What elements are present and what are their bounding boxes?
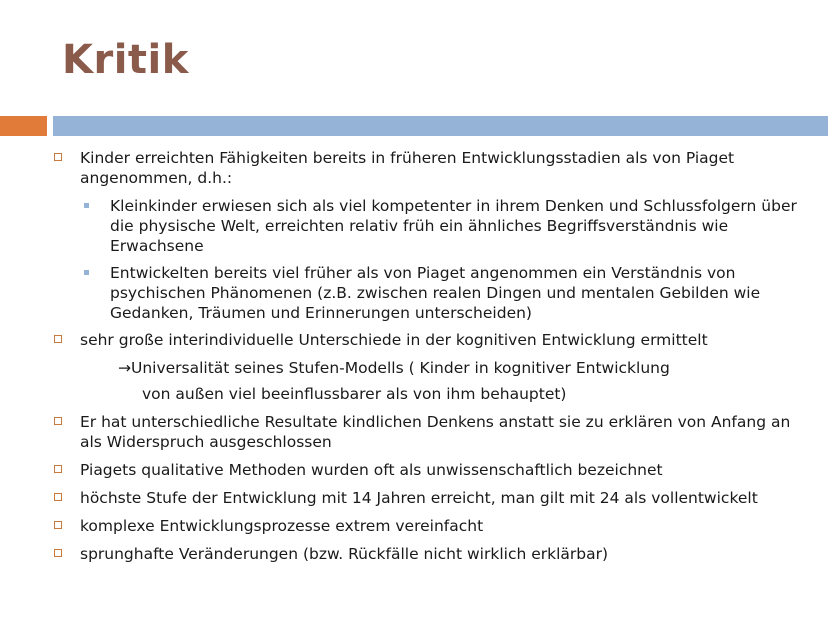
- slide-content: [48, 148, 798, 572]
- arrow-line-continued: von außen viel beeinflussbarer als von ihm behauptet): [142, 385, 567, 403]
- bullet-item: [48, 488, 798, 508]
- bullet-text: Er hat unterschiedliche Resultate kindlichen Denkens anstatt sie zu erklären von Anfang an als Widerspruch ausgeschlossen: [80, 413, 791, 451]
- bullet-text: höchste Stufe der Entwicklung mit 14 Jahren erreicht, man gilt mit 24 als vollentwickelt: [80, 489, 758, 507]
- sub-bullet-icon: [84, 203, 89, 208]
- bullet-square-icon: [54, 493, 62, 501]
- bullet-text: sehr große interindividuelle Unterschiede in der kognitiven Entwicklung ermittelt: [80, 331, 708, 349]
- bullet-item: [48, 516, 798, 536]
- bullet-text: Kinder erreichten Fähigkeiten bereits in früheren Entwicklungsstadien als von Piaget angenommen, d.h.:: [80, 149, 735, 187]
- bullet-text: sprunghafte Veränderungen (bzw. Rückfälle nicht wirklich erklärbar): [80, 545, 609, 563]
- bullet-square-icon: [54, 153, 62, 161]
- bullet-text: komplexe Entwicklungsprozesse extrem vereinfacht: [80, 517, 484, 535]
- bullet-text: Piagets qualitative Methoden wurden oft als unwissenschaftlich bezeichnet: [80, 461, 663, 479]
- accent-bar-blue: [53, 116, 828, 136]
- bullet-item: [48, 460, 798, 480]
- sub-bullet-text: Entwickelten bereits viel früher als von Piaget angenommen ein Verständnis von psychischen Phänomenen (z.B. zwischen realen Dingen und mentalen Gebilden wie Gedanken, Träumen und Erinnerungen unterscheiden): [110, 264, 761, 322]
- bullet-square-icon: [54, 335, 62, 343]
- bullet-square-icon: [54, 521, 62, 529]
- sub-bullet-text: Kleinkinder erwiesen sich als viel kompetenter in ihrem Denken und Schlussfolgern über die physische Welt, erreichten relativ früh ein ähnliches Begriffsverständnis wie Erwachsene: [110, 197, 797, 255]
- bullet-square-icon: [54, 465, 62, 473]
- accent-bar-orange: [0, 116, 47, 136]
- sub-bullet-item: [48, 263, 798, 323]
- bullet-square-icon: [54, 549, 62, 557]
- bullet-item: [48, 412, 798, 452]
- sub-bullet-item: [48, 196, 798, 256]
- sub-bullet-icon: [84, 270, 89, 275]
- bullet-item: [48, 148, 798, 188]
- bullet-item: [48, 544, 798, 564]
- arrow-line: →Universalität seines Stufen-Modells ( Kinder in kognitiver Entwicklung: [118, 359, 670, 377]
- bullet-item: [48, 330, 798, 350]
- bullet-square-icon: [54, 417, 62, 425]
- slide-title: Kritik: [62, 37, 189, 83]
